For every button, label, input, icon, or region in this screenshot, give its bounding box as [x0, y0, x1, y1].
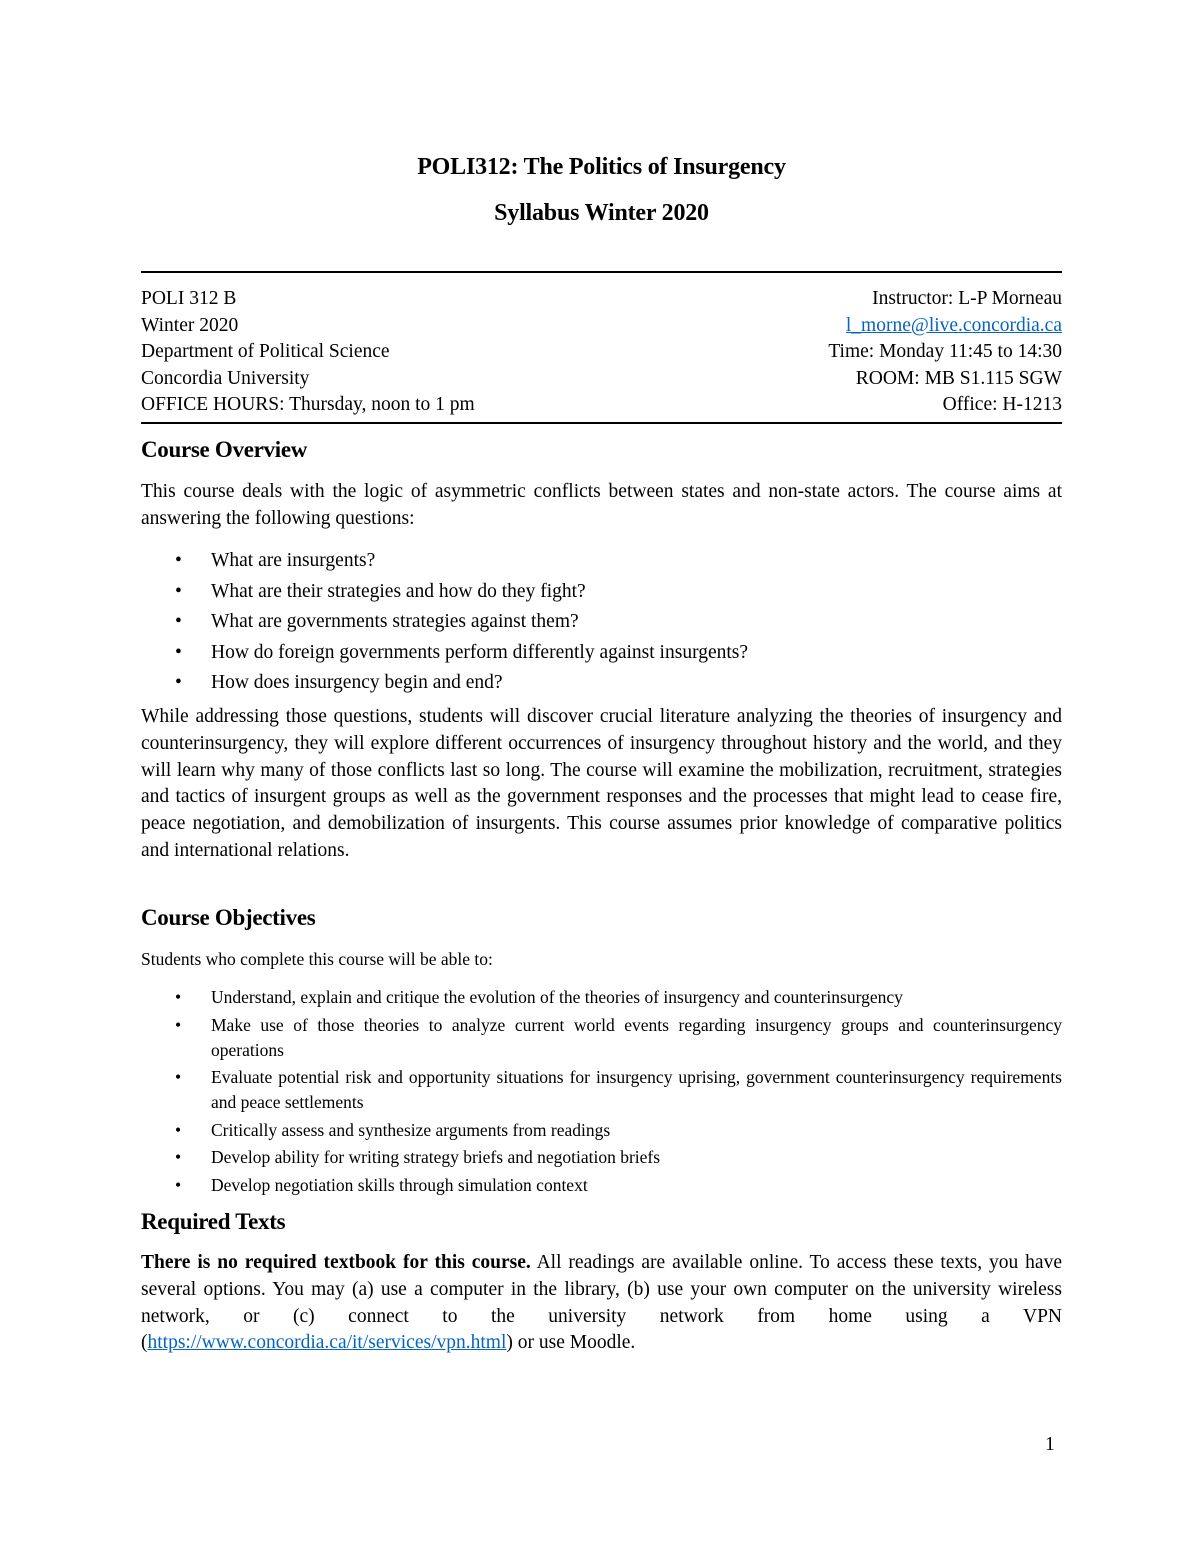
list-item: • Understand, explain and critique the evolution of the theories of insurgency and counterinsurgency — [141, 985, 1062, 1010]
objectives-intro: Students who complete this course will be able to: — [141, 949, 493, 969]
list-item: • What are their strategies and how do they fight? — [141, 577, 1062, 608]
course-code: POLI 312 B — [141, 288, 237, 309]
list-item: • How do foreign governments perform differently against insurgents? — [141, 638, 1062, 669]
page-title: POLI312: The Politics of Insurgency — [417, 154, 786, 180]
office-hours: OFFICE HOURS: Thursday, noon to 1 pm — [141, 394, 475, 415]
info-row — [141, 392, 1062, 419]
info-row — [141, 286, 1062, 313]
bullet-icon: • — [175, 1119, 182, 1140]
bullet-icon: • — [175, 611, 182, 632]
list-item: • What are governments strategies against them? — [141, 607, 1062, 638]
section-heading-texts: Required Texts — [141, 1209, 286, 1234]
class-time: Time: Monday 11:45 to 14:30 — [828, 341, 1062, 362]
top-divider — [141, 271, 1062, 273]
list-item: • Develop negotiation skills through simulation context — [141, 1173, 1062, 1198]
section-heading-overview: Course Overview — [141, 437, 308, 462]
instructor-email-link[interactable]: l_morne@live.concordia.ca — [845, 314, 1062, 336]
bullet-icon: • — [175, 550, 182, 571]
course-info-block — [141, 286, 1062, 419]
list-item: • Critically assess and synthesize arguments from readings — [141, 1118, 1062, 1143]
bullet-icon: • — [175, 987, 182, 1007]
list-item: • How does insurgency begin and end? — [141, 668, 1062, 699]
section-heading-objectives: Course Objectives — [141, 905, 316, 930]
office-location: Office: H-1213 — [942, 394, 1062, 415]
no-textbook-notice: There is no required textbook for this course. — [141, 1252, 531, 1273]
page-number: 1 — [1045, 1434, 1055, 1455]
classroom: ROOM: MB S1.115 SGW — [855, 367, 1062, 389]
bullet-icon: • — [175, 1067, 182, 1087]
bullet-icon: • — [175, 1014, 182, 1035]
bullet-icon: • — [175, 1174, 182, 1195]
overview-intro: This course deals with the logic of asymmetric conflicts between states and non-state actors. The course aims at answering the following questions: — [141, 481, 1062, 529]
info-row — [141, 366, 1062, 393]
texts-body-text: All readings are available online. To access these texts, you have several options. You may (a) use a computer in the library, (b) use your own computer on the university wireless network, or (c) connect to the university network from home using a VPN ( — [141, 1252, 1062, 1354]
info-row — [141, 339, 1062, 366]
texts-body — [141, 1250, 1062, 1357]
document-page — [141, 0, 1062, 1553]
texts-body-end: ) or use Moodle. — [506, 1332, 636, 1354]
bullet-icon: • — [175, 1147, 182, 1167]
department: Department of Political Science — [141, 341, 390, 362]
instructor: Instructor: L-P Morneau — [872, 288, 1062, 309]
list-item: • Make use of those theories to analyze current world events regarding insurgency groups and counterinsurgency operations — [175, 1014, 1062, 1060]
university: Concordia University — [141, 367, 310, 389]
page-subtitle: Syllabus Winter 2020 — [494, 200, 709, 226]
bullet-icon: • — [175, 672, 182, 693]
list-item: • Evaluate potential risk and opportunity situations for insurgency uprising, government counterinsurgency requirements and peace settlements — [175, 1067, 1062, 1112]
info-row — [141, 313, 1062, 340]
overview-body: While addressing those questions, students will discover crucial literature analyzing the theories of insurgency and counterinsurgency, they will explore different occurrences of insurgency throughout history and the world, and they will learn why many of those conflicts last so long. The course will examine the mobilization, recruitment, strategies and tactics of insurgent groups as well as the government responses and the processes that might lead to cease fire, peace negotiation, and demobilization of insurgents. This course assumes prior knowledge of comparative politics and international relations. — [141, 706, 1062, 861]
objectives-list — [141, 985, 1062, 1200]
list-item: • Develop ability for writing strategy briefs and negotiation briefs — [141, 1145, 1062, 1170]
list-item: • What are insurgents? — [141, 546, 1062, 577]
bottom-divider — [141, 422, 1062, 424]
term: Winter 2020 — [141, 314, 239, 336]
bullet-icon: • — [175, 580, 182, 602]
vpn-link[interactable]: https://www.concordia.ca/it/services/vpn.html — [147, 1332, 507, 1354]
overview-question-list — [141, 546, 1062, 699]
bullet-icon: • — [175, 641, 182, 663]
